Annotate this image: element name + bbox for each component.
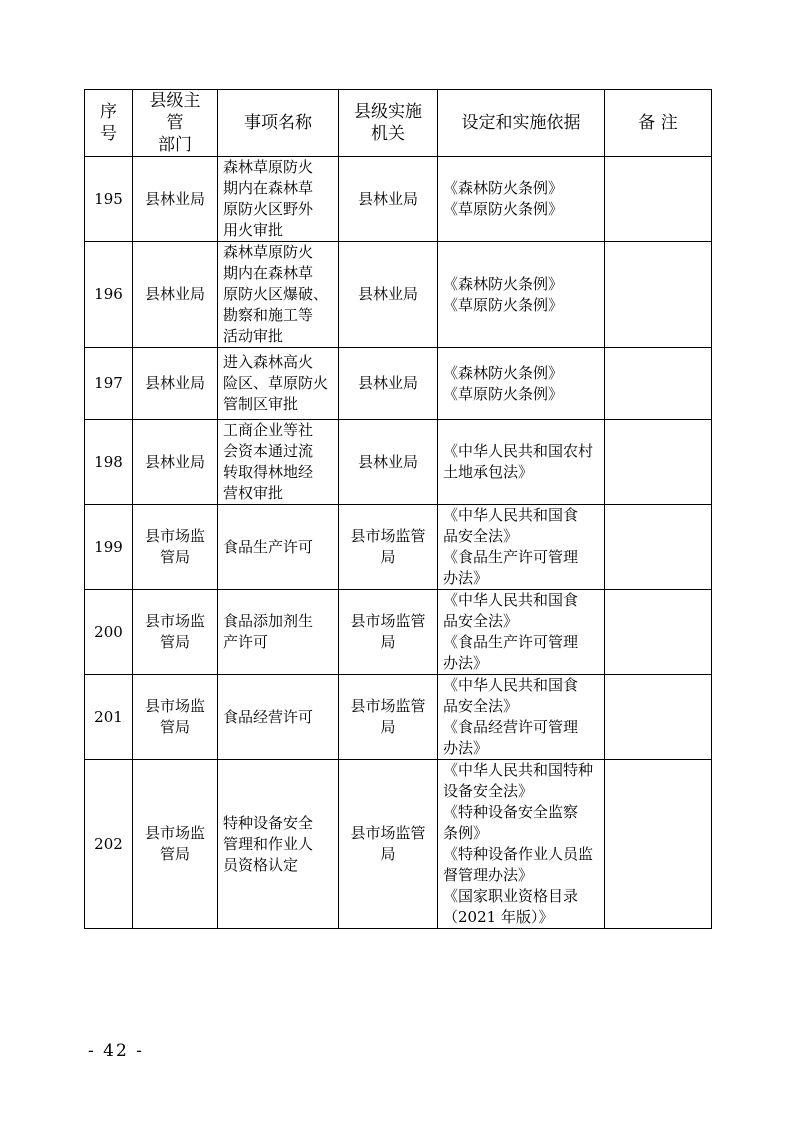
cell-text-line: （2021 年版）》 <box>443 908 554 926</box>
cell-seq: 196 <box>85 242 133 348</box>
cell-text-line: 管制区审批 <box>223 395 299 413</box>
cell-text-line: 办法》 <box>443 654 489 672</box>
cell-seq: 202 <box>85 760 133 929</box>
cell-text-line: 《食品经营许可管理 <box>443 718 579 736</box>
cell-text-line: 《中华人民共和国特种 <box>443 761 594 779</box>
cell-text-line: 险区、草原防火 <box>223 374 329 392</box>
cell-item-name <box>218 348 339 420</box>
cell-text-line: 《草原防火条例》 <box>443 295 564 314</box>
cell-text-line: 《中华人民共和国食 <box>443 676 579 694</box>
cell-text-line: 县林业局 <box>144 374 205 392</box>
table-row <box>85 760 712 929</box>
table-row <box>85 242 712 348</box>
cell-text-line: 县林业局 <box>357 374 418 392</box>
cell-text-line: 管局 <box>159 633 190 651</box>
cell-text-line: 县市场监 <box>144 824 205 842</box>
header-text-line: 序 <box>100 102 117 122</box>
cell-text-line: 县市场监 <box>144 612 205 630</box>
cell-text-line: 县市场监管 <box>350 612 426 630</box>
cell-note <box>605 675 712 760</box>
header-dept <box>133 90 218 157</box>
cell-text-line: 管局 <box>159 548 190 566</box>
cell-agency <box>339 675 438 760</box>
header-text-line: 事项名称 <box>244 113 312 133</box>
cell-item-name <box>218 242 339 348</box>
cell-note <box>605 505 712 590</box>
cell-dept <box>133 590 218 675</box>
cell-item-name <box>218 505 339 590</box>
cell-text-line: 局 <box>380 718 396 736</box>
cell-text-line: 局 <box>380 845 396 863</box>
cell-dept <box>133 242 218 348</box>
header-note <box>605 90 712 157</box>
cell-text-line: 员资格认定 <box>223 855 299 874</box>
cell-text-line: 《特种设备作业人员监 <box>443 845 594 863</box>
cell-text-line: 《食品生产许可管理 <box>443 633 579 651</box>
cell-agency <box>339 242 438 348</box>
cell-basis <box>438 760 605 929</box>
cell-text-line: 县市场监 <box>144 527 205 545</box>
cell-text-line: 品安全法》 <box>443 527 519 545</box>
cell-seq: 199 <box>85 505 133 590</box>
cell-dept <box>133 348 218 420</box>
header-seq <box>85 90 133 157</box>
cell-text-line: 条例》 <box>443 824 489 842</box>
header-text-line: 设定和实施依据 <box>461 113 581 133</box>
cell-agency <box>339 157 438 242</box>
cell-text-line: 食品经营许可 <box>223 707 314 726</box>
cell-seq: 200 <box>85 590 133 675</box>
cell-agency <box>339 348 438 420</box>
cell-item-name <box>218 590 339 675</box>
cell-text-line: 《中华人民共和国食 <box>443 591 579 609</box>
cell-agency <box>339 760 438 929</box>
table-row <box>85 420 712 505</box>
cell-agency <box>339 590 438 675</box>
cell-basis <box>438 420 605 505</box>
table-header-row <box>85 90 712 157</box>
cell-text-line: 《特种设备安全监察 <box>443 803 579 821</box>
header-item-name <box>218 90 339 157</box>
table-row <box>85 505 712 590</box>
cell-text-line: 食品生产许可 <box>223 537 314 556</box>
cell-note <box>605 760 712 929</box>
cell-text-line: 局 <box>380 548 396 566</box>
cell-text-line: 原防火区野外 <box>223 200 314 218</box>
cell-basis <box>438 590 605 675</box>
cell-text-line: 森林草原防火 <box>223 243 314 261</box>
cell-text-line: 工商企业等社 <box>223 421 314 439</box>
header-basis <box>438 90 605 157</box>
cell-note <box>605 157 712 242</box>
cell-basis <box>438 157 605 242</box>
cell-agency <box>339 505 438 590</box>
cell-text-line: 产许可 <box>223 633 269 651</box>
cell-text-line: 《草原防火条例》 <box>443 384 564 403</box>
cell-text-line: 活动审批 <box>223 327 284 345</box>
cell-text-line: 局 <box>380 633 396 651</box>
cell-text-line: 管局 <box>159 845 190 863</box>
cell-text-line: 办法》 <box>443 569 489 587</box>
cell-seq: 195 <box>85 157 133 242</box>
header-text-line: 管 <box>166 113 184 133</box>
cell-seq: 197 <box>85 348 133 420</box>
cell-text-line: 《森林防火条例》 <box>443 274 564 293</box>
cell-text-line: 会资本通过流 <box>223 442 314 460</box>
cell-dept <box>133 157 218 242</box>
cell-text-line: 管局 <box>159 718 190 736</box>
cell-dept <box>133 505 218 590</box>
cell-text-line: 原防火区爆破、 <box>223 285 329 303</box>
cell-agency <box>339 420 438 505</box>
cell-note <box>605 420 712 505</box>
cell-text-line: 期内在森林草 <box>223 179 314 197</box>
table-row <box>85 675 712 760</box>
cell-text-line: 县市场监管 <box>350 697 426 715</box>
cell-item-name <box>218 420 339 505</box>
cell-text-line: 勘察和施工等 <box>223 306 314 324</box>
cell-text-line: 县林业局 <box>144 285 205 303</box>
cell-text-line: 县林业局 <box>357 189 418 208</box>
cell-text-line: 办法》 <box>443 739 489 757</box>
cell-text-line: 森林草原防火 <box>223 158 314 176</box>
cell-text-line: 《中华人民共和国农村 <box>443 442 594 460</box>
cell-item-name <box>218 157 339 242</box>
cell-item-name <box>218 675 339 760</box>
cell-text-line: 县市场监 <box>144 697 205 715</box>
cell-text-line: 《森林防火条例》 <box>443 363 564 382</box>
cell-text-line: 督管理办法》 <box>443 866 534 884</box>
cell-seq: 201 <box>85 675 133 760</box>
header-text-line: 号 <box>100 124 117 144</box>
cell-text-line: 特种设备安全 <box>223 813 314 832</box>
cell-dept <box>133 420 218 505</box>
cell-text-line: 县林业局 <box>144 452 205 471</box>
cell-text-line: 县市场监管 <box>350 527 426 545</box>
header-text-line: 县级实施 <box>354 102 422 122</box>
header-text-line: 机关 <box>371 124 405 144</box>
cell-text-line: 用火审批 <box>223 221 284 239</box>
cell-text-line: 县林业局 <box>357 452 418 471</box>
header-text-line: 备 注 <box>638 113 678 133</box>
cell-text-line: 《草原防火条例》 <box>443 200 564 218</box>
header-text-line: 县级主 <box>149 91 201 111</box>
cell-seq: 198 <box>85 420 133 505</box>
cell-item-name <box>218 760 339 929</box>
table-header <box>85 90 712 157</box>
cell-dept <box>133 760 218 929</box>
cell-note <box>605 242 712 348</box>
cell-text-line: 期内在森林草 <box>223 264 314 282</box>
cell-text-line: 《国家职业资格目录 <box>443 887 579 905</box>
cell-note <box>605 590 712 675</box>
cell-basis <box>438 348 605 420</box>
cell-basis <box>438 675 605 760</box>
table-row <box>85 157 712 242</box>
header-text-line: 部门 <box>158 135 192 155</box>
table-body <box>85 157 712 929</box>
cell-text-line: 《中华人民共和国食 <box>443 506 579 524</box>
cell-text-line: 设备安全法》 <box>443 782 534 800</box>
cell-text-line: 转取得林地经 <box>223 463 314 481</box>
cell-text-line: 管理和作业人 <box>223 834 314 853</box>
cell-text-line: 营权审批 <box>223 484 284 502</box>
cell-text-line: 县林业局 <box>357 285 418 303</box>
cell-basis <box>438 242 605 348</box>
cell-text-line: 《森林防火条例》 <box>443 179 564 197</box>
table-row <box>85 590 712 675</box>
cell-text-line: 品安全法》 <box>443 612 519 630</box>
cell-text-line: 进入森林高火 <box>223 353 314 371</box>
cell-text-line: 食品添加剂生 <box>223 612 314 630</box>
cell-text-line: 《食品生产许可管理 <box>443 548 579 566</box>
page-number: - 42 - <box>88 1041 144 1061</box>
header-agency <box>339 90 438 157</box>
item-list-table <box>84 89 712 929</box>
cell-basis <box>438 505 605 590</box>
cell-text-line: 县林业局 <box>144 189 205 208</box>
cell-text-line: 县市场监管 <box>350 824 426 842</box>
cell-note <box>605 348 712 420</box>
cell-dept <box>133 675 218 760</box>
cell-text-line: 土地承包法》 <box>443 463 534 481</box>
table-row <box>85 348 712 420</box>
cell-text-line: 品安全法》 <box>443 697 519 715</box>
